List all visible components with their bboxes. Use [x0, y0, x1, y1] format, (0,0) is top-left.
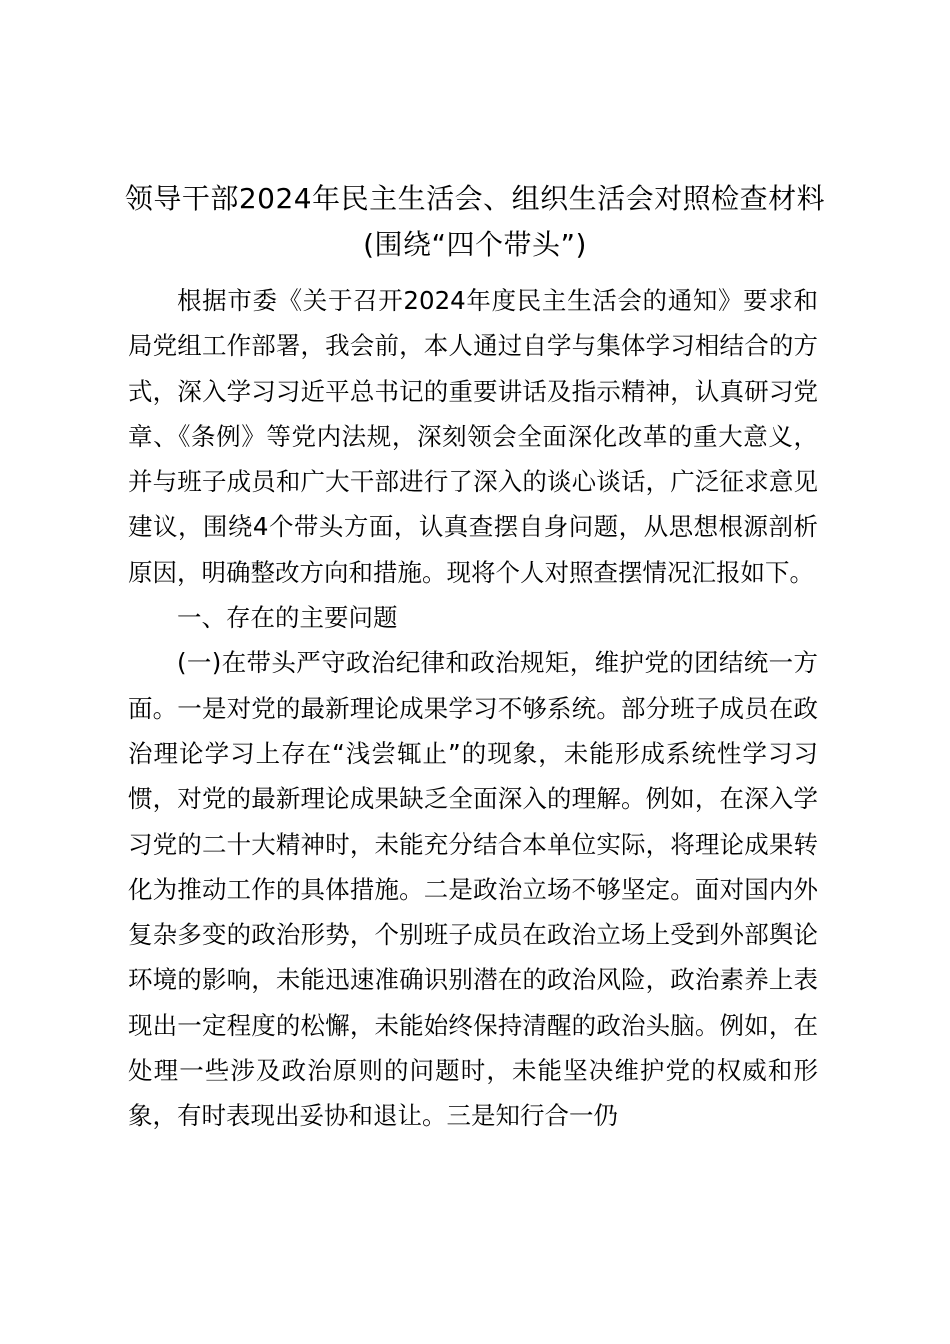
document-body — [128, 278, 818, 1139]
intro-paragraph: 根据市委《关于召开2024年度民主生活会的通知》要求和局党组工作部署，我会前，本人通过自学与集体学习相结合的方式，深入学习习近平总书记的重要讲话及指示精神，认真研习党章、《条例》等党内法规，深刻领会全面深化改革的重大意义，并与班子成员和广大干部进行了深入的谈心谈话，广泛征求意见建议，围绕4个带头方面，认真查摆自身问题，从思想根源剖析原因，明确整改方向和措施。现将个人对照查摆情况汇报如下。 — [128, 286, 818, 587]
document-title: 领导干部2024年民主生活会、组织生活会对照检查材料(围绕“四个带头”) — [124, 182, 826, 261]
subsection-paragraph: (一)在带头严守政治纪律和政治规矩，维护党的团结统一方面。一是对党的最新理论成果学习不够系统。部分班子成员在政治理论学习上存在“浅尝辄止”的现象，未能形成系统性学习习惯，对党的最新理论成果缺乏全面深入的理解。例如，在深入学习党的二十大精神时，未能充分结合本单位实际，将理论成果转化为推动工作的具体措施。二是政治立场不够坚定。面对国内外复杂多变的政治形势，个别班子成员在政治立场上受到外部舆论环境的影响，未能迅速准确识别潜在的政治风险，政治素养上表现出一定程度的松懈，未能始终保持清醒的政治头脑。例如，在处理一些涉及政治原则的问题时，未能坚决维护党的权威和形象，有时表现出妥协和退让。三是知行合一仍 — [128, 648, 818, 1131]
section-heading: 一、存在的主要问题 — [177, 603, 398, 633]
